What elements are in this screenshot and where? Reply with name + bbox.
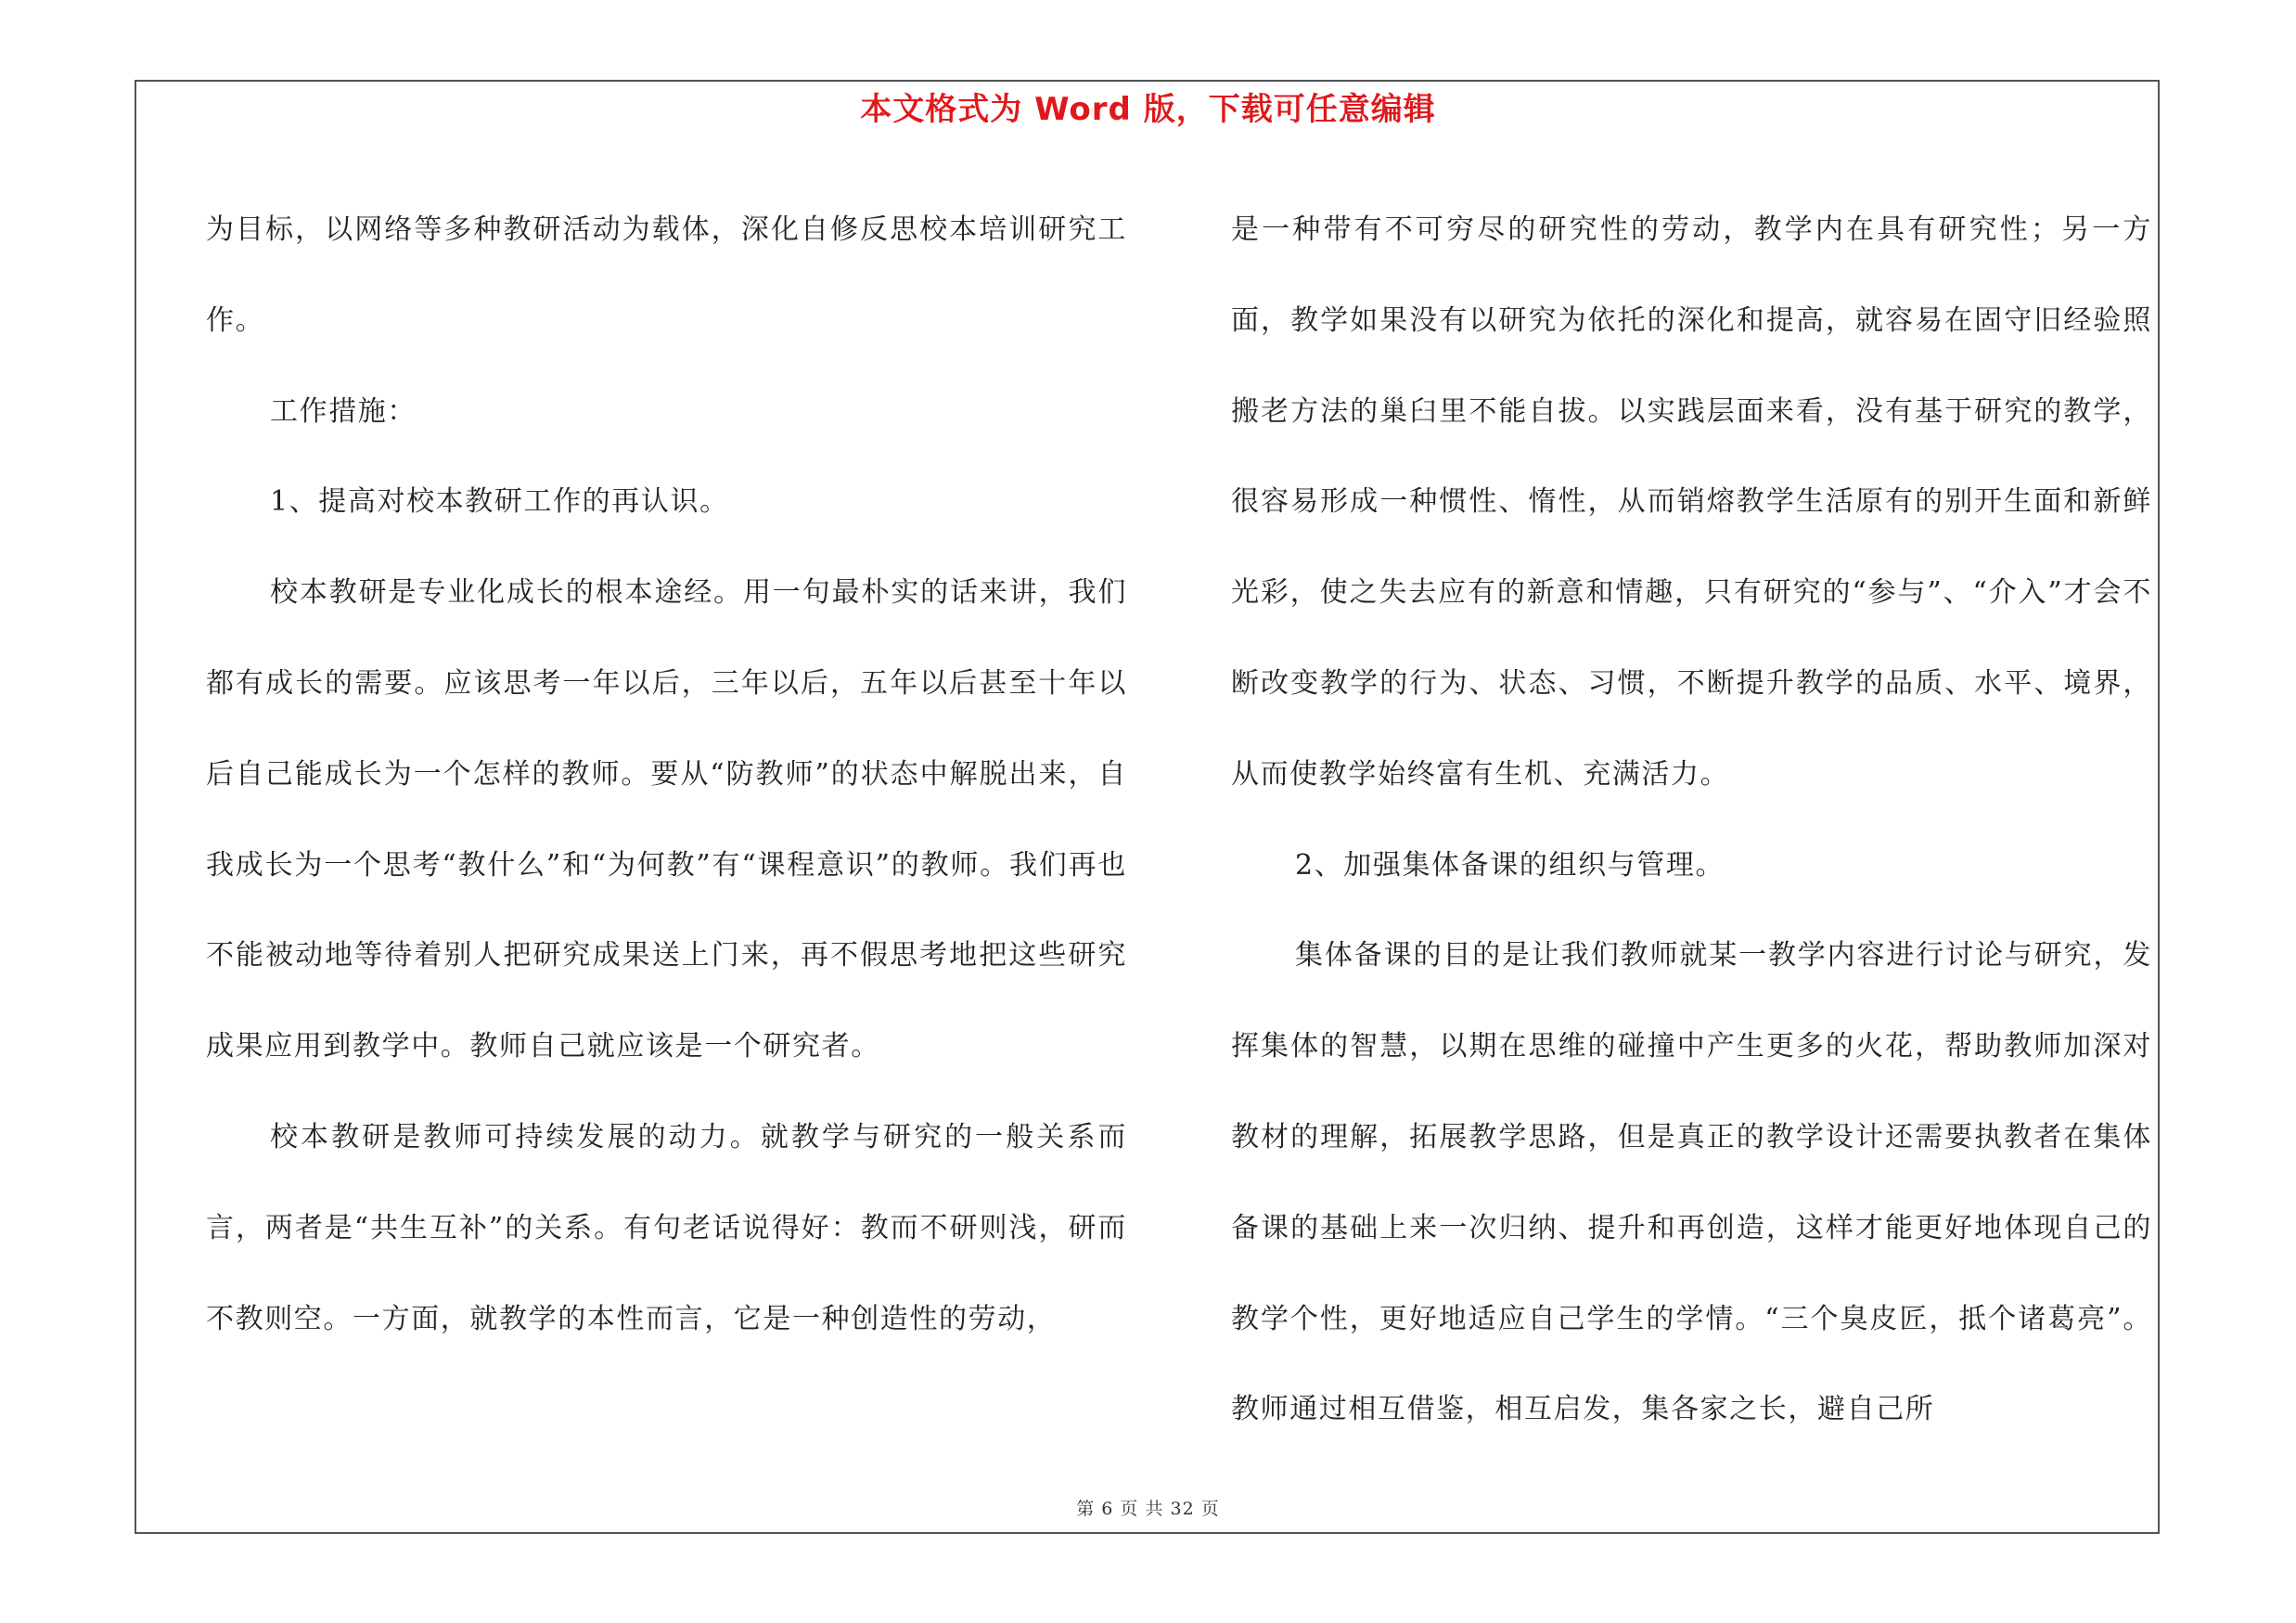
paragraph: 校本教研是专业化成长的根本途经。用一句最朴实的话来讲，我们都有成长的需要。应该思考一年以后，三年以后，五年以后甚至十年以后自己能成长为一个怎样的教师。要从“防教师”的状态中解脱出来，自我成长为一个思考“教什么”和“为何教”有“课程意识”的教师。我们再也不能被动地等待着别人把研究成果送上门来，再不假思考地把这些研究成果应用到教学中。教师自己就应该是一个研究者。 (206, 576, 1127, 1063)
paragraph: 工作措施： (270, 394, 417, 428)
right-text-column (1231, 185, 2152, 1455)
paragraph: 校本教研是教师可持续发展的动力。就教学与研究的一般关系而言，两者是“共生互补”的关系。有句老话说得好：教而不研则浅，研而不教则空。一方面，就教学的本性而言，它是一种创造性的劳动， (206, 1120, 1127, 1335)
page-number-footer: 第 6 页 共 32 页 (1076, 1499, 1220, 1519)
paragraph: 为目标，以网络等多种教研活动为载体，深化自修反思校本培训研究工作。 (206, 213, 1127, 337)
paragraph: 1、提高对校本教研工作的再认识。 (270, 485, 729, 519)
paragraph: 2、加强集体备课的组织与管理。 (1295, 848, 1725, 882)
paragraph: 是一种带有不可穷尽的研究性的劳动，教学内在具有研究性；另一方面，教学如果没有以研究为依托的深化和提高，就容易在固守旧经验照搬老方法的巢臼里不能自拔。以实践层面来看，没有基于研究的教学，很容易形成一种惯性、惰性，从而销熔教学生活原有的别开生面和新鲜光彩，使之失去应有的新意和情趣，只有研究的“参与”、“介入”才会不断改变教学的行为、状态、习惯，不断提升教学的品质、水平、境界，从而使教学始终富有生机、充满活力。 (1231, 213, 2152, 791)
left-text-column (206, 185, 1127, 1364)
paragraph: 集体备课的目的是让我们教师就某一教学内容进行讨论与研究，发挥集体的智慧，以期在思维的碰撞中产生更多的火花，帮助教师加深对教材的理解，拓展教学思路，但是真正的教学设计还需要执教者在集体备课的基础上来一次归纳、提升和再创造，这样才能更好地体现自己的教学个性，更好地适应自己学生的学情。“三个臭皮匠，抵个诸葛亮”。教师通过相互借鉴，相互启发，集各家之长，避自己所 (1231, 939, 2152, 1426)
document-banner: 本文格式为 Word 版，下载可任意编辑 (860, 91, 1436, 128)
